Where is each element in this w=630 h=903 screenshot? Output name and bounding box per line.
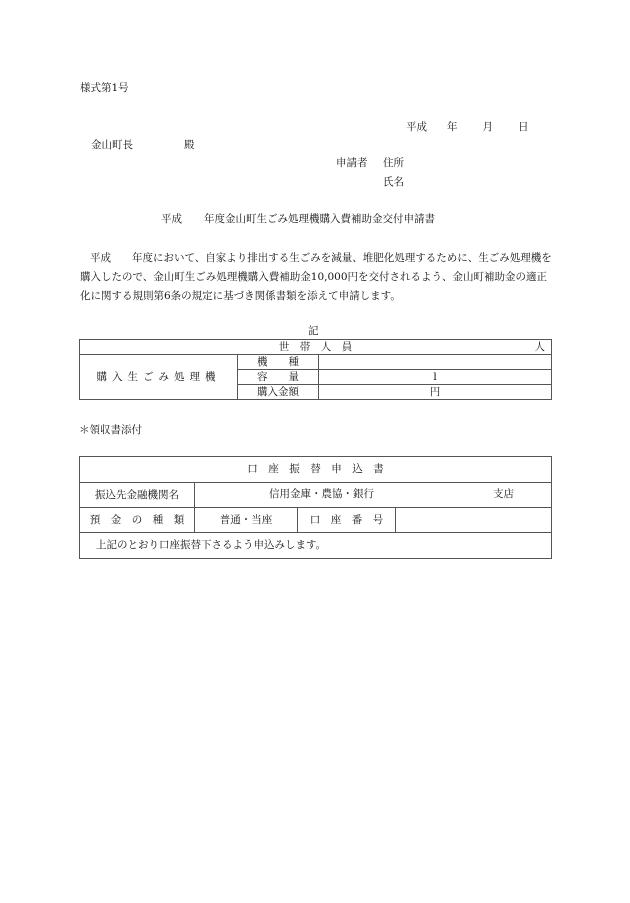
bank-label: 振込先金融機関名	[80, 483, 195, 508]
addressee-honorific: 殿	[184, 139, 195, 151]
transfer-title: 口 座 振 替 申 込 書	[80, 457, 552, 483]
ki-heading: 記	[308, 325, 319, 337]
capacity-value: l	[319, 370, 552, 385]
name-label: 氏名	[383, 176, 404, 188]
addressee-title: 金山町長	[91, 139, 133, 151]
household-label: 世 帯 人 員	[278, 340, 353, 353]
transfer-statement: 上記のとおり口座振替下さるよう申込みします。	[80, 533, 552, 559]
form-number: 様式第1号	[80, 82, 129, 94]
bank-row	[195, 483, 552, 508]
model-value	[319, 355, 552, 370]
applicant-label: 申請者	[336, 157, 368, 169]
title-era: 平成	[161, 213, 182, 225]
date-day: 日	[518, 121, 529, 133]
price-label: 購入金額	[238, 385, 319, 400]
date-month: 月	[482, 121, 493, 133]
transfer-table	[79, 456, 552, 559]
processor-table	[79, 339, 552, 400]
item-label: 購入生ごみ処理機	[80, 355, 238, 400]
body-text: 平成 年度において、自家より排出する生ごみを減量、堆肥化処理するために、生ごみ処理機を購入したので、金山町生ごみ処理機購入費補助金10,000円を交付されるよう、金山町補助金の適正化に関する規則第6条の規定に基づき関係書類を添えて申請します。	[80, 252, 552, 302]
capacity-label: 容 量	[238, 370, 319, 385]
bank-types: 信用金庫・農協・銀行	[269, 488, 374, 500]
model-label: 機 種	[238, 355, 319, 370]
price-value: 円	[319, 385, 552, 400]
account-label: 口 座 番 号	[298, 508, 396, 533]
document-title	[161, 213, 435, 226]
date-era: 平成	[406, 121, 427, 133]
date-year: 年	[447, 121, 458, 133]
branch-label: 支店	[493, 488, 514, 500]
account-value	[396, 508, 552, 533]
deposit-label: 預 金 の 種 類	[80, 508, 195, 533]
address-label: 住所	[383, 157, 404, 169]
date-line	[406, 121, 529, 134]
household-row	[80, 340, 552, 355]
deposit-types: 普通・当座	[195, 508, 298, 533]
title-text: 年度金山町生ごみ処理機購入費補助金交付申請書	[204, 213, 435, 225]
receipt-note: ＊領収書添付	[79, 424, 142, 436]
household-unit: 人	[534, 341, 545, 353]
